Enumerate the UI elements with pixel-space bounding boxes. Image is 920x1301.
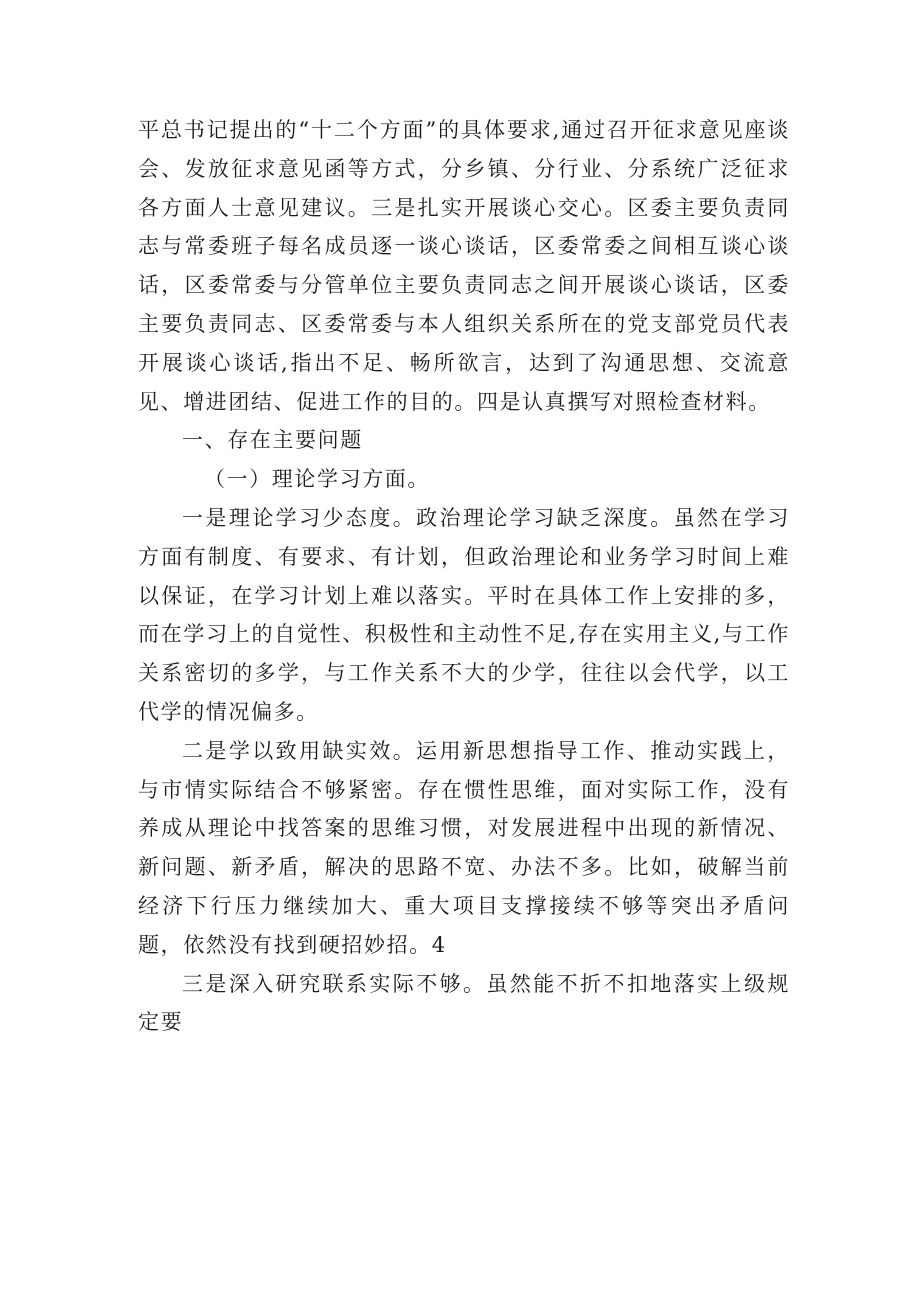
paragraph-point-2: 二是学以致用缺实效。运用新思想指导工作、推动实践上，与市情实际结合不够紧密。存在惯性思维，面对实际工作，没有养成从理论中找答案的思维习惯，对发展进程中出现的新情况、新问题、新矛盾，解决的思路不宽、办法不多。比如，破解当前经济下行压力继续加大、重大项目支撑接续不够等突出矛盾问题，依然没有找到硬招妙招。4 [138,738,790,957]
paragraph-point-1: 一是理论学习少态度。政治理论学习缺乏深度。虽然在学习方面有制度、有要求、有计划，但政治理论和业务学习时间上难以保证，在学习计划上难以落实。平时在具体工作上安排的多，而在学习上的自觉性、积极性和主动性不足,存在实用主义,与工作关系密切的多学，与工作关系不大的少学，往往以会代学，以工代学的情况偏多。 [138,505,790,724]
section-heading-problems: 一、存在主要问题 [182,428,363,453]
paragraph-point-3: 三是深入研究联系实际不够。虽然能不折不扣地落实上级规定要 [138,971,790,1035]
document-body [138,111,790,1042]
paragraph-intro-continuation: 平总书记提出的“十二个方面”的具体要求,通过召开征求意见座谈会、发放征求意见函等方式，分乡镇、分行业、分系统广泛征求各方面人士意见建议。三是扎实开展谈心交心。区委主要负责同志与常委班子每名成员逐一谈心谈话，区委常委之间相互谈心谈话，区委常委与分管单位主要负责同志之间开展谈心谈话，区委主要负责同志、区委常委与本人组织关系所在的党支部党员代表开展谈心谈话,指出不足、畅所欲言，达到了沟通思想、交流意见、增进团结、促进工作的目的。四是认真撰写对照检查材料。 [138,118,790,414]
subsection-heading-theory-study: （一）理论学习方面。 [204,467,430,492]
